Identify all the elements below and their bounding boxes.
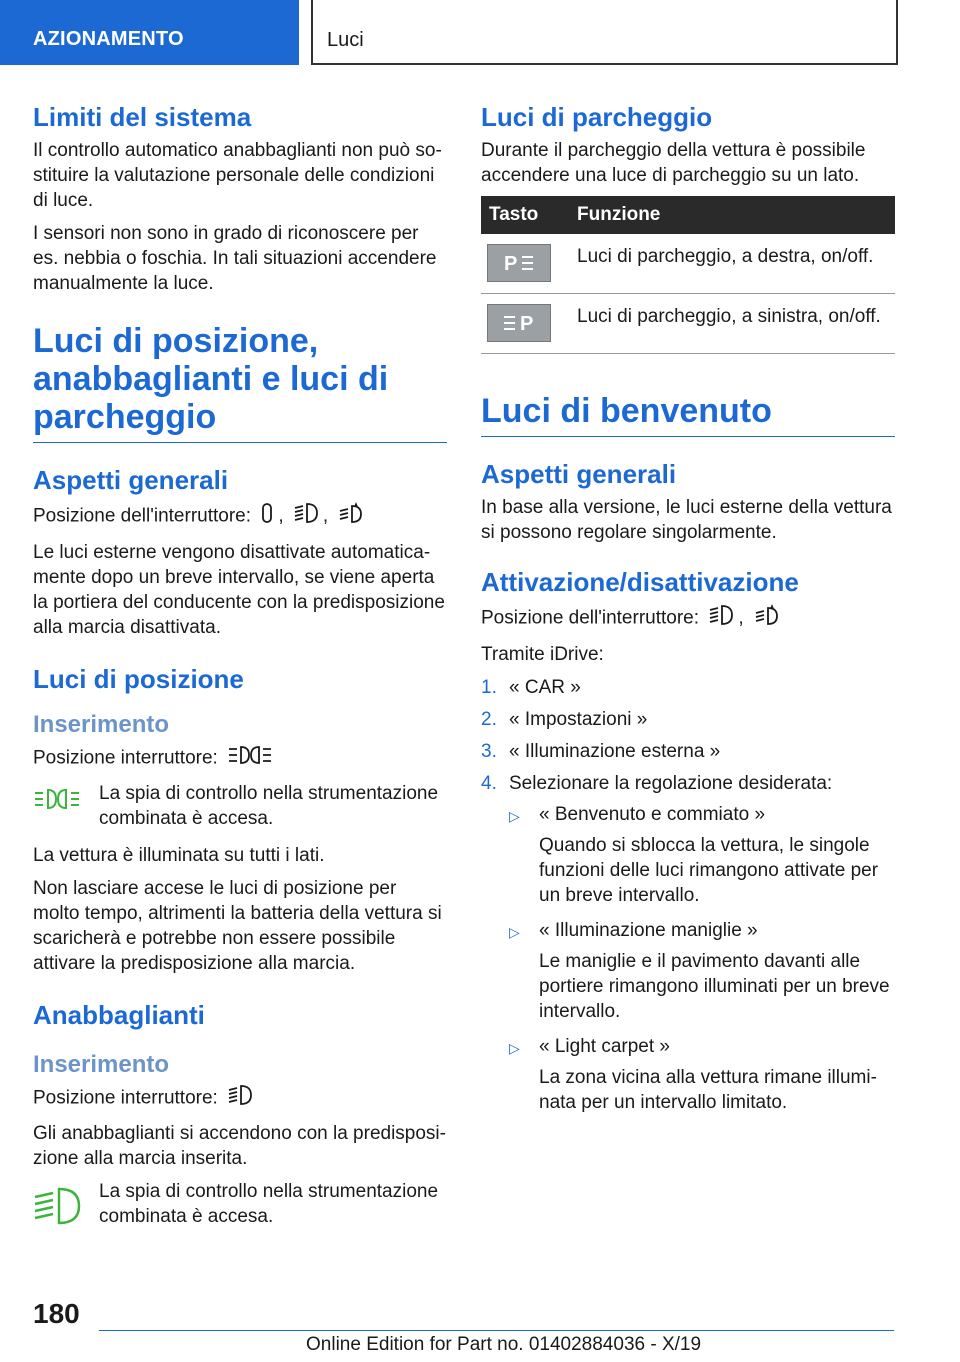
parcheggio-heading: Luci di parcheggio — [481, 102, 713, 132]
posizione-heading: Luci di posizione — [33, 664, 244, 694]
benvenuto-aspetti-heading: Aspetti generali — [481, 459, 677, 489]
light-off-switch-icon — [260, 503, 274, 530]
left-column — [33, 100, 447, 1244]
table-row — [481, 294, 895, 354]
anabbaglianti-heading: Anabbaglianti — [33, 1000, 205, 1030]
low-beam-indicator-row — [33, 1179, 447, 1232]
list-item: 3. « Illuminazione esterna » — [481, 741, 721, 762]
attivazione-switch-line: Posizione dell'interruttore: , — [481, 603, 895, 634]
idrive-steps-list — [481, 675, 895, 1125]
svg-text:P: P — [520, 313, 534, 334]
triangle-bullet-icon: ▷ — [509, 808, 520, 824]
edition-footer: Online Edition for Part no. 01402884036 - X/19 — [306, 1334, 702, 1355]
parking-light-right-icon — [487, 244, 551, 282]
posizione-switch-line: Posizione interruttore: — [33, 744, 447, 773]
low-beam-indicator-icon — [33, 1179, 99, 1232]
section-title: AZIONAMENTO — [33, 28, 184, 50]
posizione-inserimento-heading: Inserimento — [33, 711, 170, 738]
table-cell-function: Luci di parcheggio, a sinistra, on/off. — [569, 294, 895, 354]
table-header-tasto: Tasto — [481, 196, 569, 234]
low-beam-indicator-text: La spia di controllo nella strumentazione combinata è accesa. — [99, 1181, 439, 1227]
table-header-funzione: Funzione — [569, 196, 895, 234]
footer-divider — [99, 1330, 894, 1331]
aspetti-paragraph: Le luci esterne vengono disattivate automaticamente dopo un breve intervallo, se viene aperta la portiera del conducente con la predisposizione alla marcia disattivata. — [33, 542, 445, 638]
parking-light-switch-icon — [227, 744, 273, 773]
auto-light-switch-icon — [337, 501, 365, 532]
list-item: ▷ « Light carpet » La zona vicina alla vettura rimane illuminata per un intervallo limitato. — [509, 1034, 895, 1121]
triangle-bullet-icon: ▷ — [509, 1040, 520, 1056]
main-section-title: Luci di posizione, anabbaglianti e luci di parcheggio — [33, 322, 389, 436]
chapter-title: Luci — [327, 29, 364, 51]
parking-keys-table — [481, 196, 895, 354]
low-beam-switch-icon — [708, 604, 734, 633]
aspetti-heading: Aspetti generali — [33, 465, 229, 495]
parking-light-indicator-icon — [33, 781, 99, 816]
triangle-bullet-icon: ▷ — [509, 924, 520, 940]
settings-options-list — [509, 802, 895, 1121]
list-item: ▷ « Illuminazione maniglie » Le maniglie e il pavimento davanti alle portiere rimangono illuminati per un breve intervallo. — [509, 918, 895, 1030]
auto-light-switch-icon — [753, 603, 781, 634]
parking-light-left-icon — [487, 304, 551, 342]
posizione-paragraph-1: La vettura è illuminata su tutti i lati. — [33, 845, 325, 866]
parking-indicator-row — [33, 781, 447, 831]
limiti-heading: Limiti del sistema — [33, 102, 252, 132]
list-item: 1. « CAR » — [481, 677, 581, 698]
table-row — [481, 234, 895, 294]
chapter-header — [311, 0, 898, 65]
switch-positions-line: Posizione dell'interruttore: , , — [33, 501, 447, 532]
benvenuto-title: Luci di benvenuto — [481, 392, 772, 430]
right-column — [481, 100, 895, 1132]
low-beam-switch-icon — [293, 502, 319, 531]
table-cell-function: Luci di parcheggio, a destra, on/off. — [569, 234, 895, 294]
svg-text:P: P — [504, 253, 518, 274]
parking-indicator-text: La spia di controllo nella strumentazione combinata è accesa. — [99, 783, 439, 829]
limiti-paragraph-1: Il controllo automatico anabbaglianti non può sostituire la valutazione personale delle condizioni di luce. — [33, 140, 442, 211]
limiti-paragraph-2: I sensori non sono in grado di riconoscere per es. nebbia o foschia. In tali situazioni accendere manualmente la luce. — [33, 223, 437, 294]
posizione-paragraph-2: Non lasciare accese le luci di posizione per molto tempo, altrimenti la batteria della vettura si scaricherà e potrebbe non essere possibile attivare la predisposizione alla marcia. — [33, 878, 442, 974]
switch-positions-label: Posizione dell'interruttore: — [33, 505, 252, 527]
idrive-label: Tramite iDrive: — [481, 644, 604, 665]
list-item: 4. Selezionare la regolazione desiderata: ▷ « Benvenuto e commiato » Quando si sblocca la vettura, le singole funzioni delle luci rimangono attivate per un breve intervallo. ▷ « Illuminazione maniglie » Le maniglie e il pavimento davanti alle portiere rimangono illuminati per un breve intervallo. ▷ « Light carpet » La zona vicina alla vettura rimane illuminata per un intervallo limitato. — [481, 771, 895, 1125]
section-tab — [0, 0, 299, 65]
list-item: ▷ « Benvenuto e commiato » Quando si sblocca la vettura, le singole funzioni delle luci rimangono attivate per un breve intervallo. — [509, 802, 895, 914]
benvenuto-aspetti-paragraph: In base alla versione, le luci esterne della vettura si possono regolare singolarmente. — [481, 497, 892, 543]
anabbaglianti-paragraph: Gli anabbaglianti si accendono con la predisposizione alla marcia inserita. — [33, 1123, 446, 1169]
attivazione-heading: Attivazione/disattivazione — [481, 567, 799, 597]
low-beam-switch-icon — [227, 1084, 253, 1113]
parcheggio-paragraph: Durante il parcheggio della vettura è possibile accendere una luce di parcheggio su un lato. — [481, 140, 866, 186]
anabbaglianti-inserimento-heading: Inserimento — [33, 1051, 170, 1078]
table-header-row — [481, 196, 895, 234]
list-item: 2. « Impostazioni » — [481, 709, 648, 730]
page-number: 180 — [33, 1298, 80, 1329]
anabbaglianti-switch-line: Posizione interruttore: — [33, 1084, 447, 1113]
